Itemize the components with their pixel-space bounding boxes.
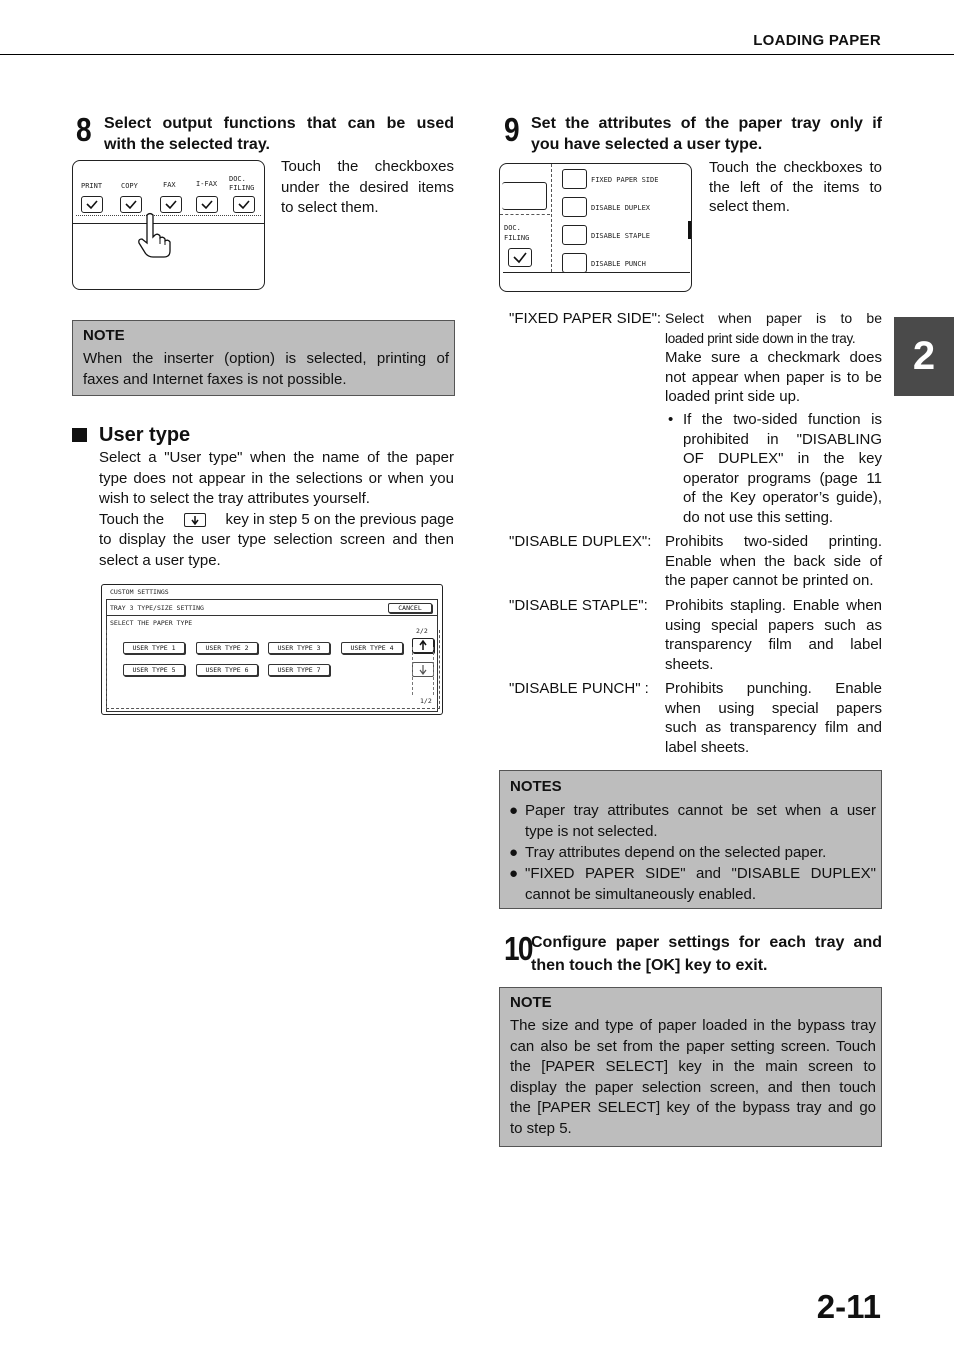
disable-punch-checkbox[interactable] [562,253,587,273]
body-line: Select a "User type" when the name of the paper [99,449,454,466]
body-line: to select them. [281,199,379,216]
page-indicator-bottom: 1/2 [420,697,432,705]
user-type-2-button[interactable]: USER TYPE 2 [196,642,258,654]
definition-line: Prohibits two-sided printing. [665,533,882,550]
doc-filing-label-2: FILING [504,234,530,242]
screen-divider [551,164,552,272]
body-line: wish to select the tray attributes yourself. [99,490,370,507]
disable-staple-definition [665,596,882,674]
step-8-title [104,113,454,155]
body-line: Touch the checkboxes to [709,159,882,176]
print-label: PRINT [81,182,103,190]
notes-item [509,842,876,863]
definition-line: such as transparency film and [665,719,882,736]
body-text: key in step 5 on the previous page [225,510,454,528]
note-line: faxes and Internet faxes is not possible. [83,370,347,388]
user-type-4-button[interactable]: USER TYPE 4 [341,642,403,654]
disable-staple-label: DISABLE STAPLE [591,232,651,240]
ifax-label: I-FAX [196,180,218,188]
disable-punch-term: "DISABLE PUNCH" : [509,680,649,697]
bullet-icon: • [668,411,674,428]
note-line: the [PAPER SELECT] key in the main screen to [510,1058,876,1075]
definition-line: operator programs (page 11 [683,469,882,487]
notes-item [509,800,876,842]
notes-item-text [525,800,876,842]
disable-duplex-definition [665,532,882,591]
notes-title: NOTES [510,778,562,795]
definition-line: label sheets. [665,738,750,756]
bullet-text [683,410,882,527]
notes-line: Paper tray attributes cannot be set when a user [525,802,876,819]
doc-filing-label-2: FILING [229,184,255,192]
body-text: Touch the [99,510,165,528]
pointing-hand-icon [133,211,183,266]
user-type-6-button[interactable]: USER TYPE 6 [196,664,258,676]
body-line: the left of the items to [709,178,882,196]
step-10-number: 10 [504,930,532,967]
definition-line: using special papers such as [665,616,882,634]
notes-box [499,770,882,909]
doc-filing-label-1: DOC. [504,224,521,232]
user-type-body [99,448,454,571]
doc-filing-label-1: DOC. [229,175,246,183]
body-line: to display the user type selection screen and then [99,531,454,548]
note-line: display the paper selection screen, and then touch [510,1078,876,1096]
output-functions-screen [72,160,265,290]
bullet-icon: ● [509,844,519,861]
definition-line: Make sure a checkmark does [665,349,882,366]
copy-label: COPY [121,182,138,190]
definition-line: when using special papers [665,699,882,717]
print-checkbox[interactable] [81,196,103,213]
note-title: NOTE [510,994,552,1011]
body-line: Touch the checkboxes [281,158,454,175]
disable-punch-label: DISABLE PUNCH [591,260,646,268]
step-9-title-line: Set the attributes of the paper tray only if [531,115,882,132]
scrollbar-track [412,647,434,695]
tray-attributes-screen [499,163,692,292]
down-arrow-key-icon [184,513,206,527]
disable-staple-checkbox[interactable] [562,225,587,245]
note-title: NOTE [83,327,125,344]
disable-duplex-label: DISABLE DUPLEX [591,204,651,212]
bullet-item [668,410,882,527]
body-line: under the desired items [281,178,454,196]
note-line: can also be set from the paper setting screen. Touch [510,1037,876,1055]
doc-filing-checkbox[interactable] [233,196,255,213]
body-line: select a user type. [99,551,221,569]
bullet-icon: ● [509,865,519,882]
step-9-title [531,113,882,155]
screen-divider [500,214,550,215]
note-box-bypass [499,987,882,1147]
select-paper-type-bar: SELECT THE PAPER TYPE [110,619,193,627]
cancel-button[interactable]: CANCEL [388,603,432,613]
definition-line: of the Key operator’s guide), [683,489,882,506]
disable-duplex-term: "DISABLE DUPLEX": [509,533,652,550]
body-line: type does not appear in the selections or when you [99,469,454,487]
fixed-paper-side-bullet [668,410,882,527]
definition-line: Prohibits punching. Enable [665,680,882,697]
definition-line: not appear when paper is to be [665,368,882,386]
note-box [72,320,455,396]
disable-staple-term: "DISABLE STAPLE": [509,597,648,614]
definition-line: sheets. [665,655,714,673]
definition-line: prohibited in "DISABLING [683,430,882,448]
disable-duplex-checkbox[interactable] [562,197,587,217]
header-title: LOADING PAPER [753,32,881,49]
fixed-paper-side-label: FIXED PAPER SIDE [591,176,659,184]
notes-item [509,863,876,905]
definition-line: Enable when the back side of [665,552,882,570]
user-type-screen [101,584,443,715]
user-type-5-button[interactable]: USER TYPE 5 [123,664,185,676]
page-number: 2-11 [816,1288,881,1325]
note-line: to step 5. [510,1119,572,1137]
fax-label: FAX [163,181,176,189]
step-10-title-line: Configure paper settings for each tray and [531,934,882,951]
note-body [510,1016,876,1139]
step-8-title-line: Select output functions that can be used [104,115,454,132]
screen-panel [502,182,547,210]
disable-punch-definition [665,679,882,757]
definition-line: loaded print side down in the tray. [665,330,856,346]
fixed-paper-side-definition [665,309,882,407]
notes-list [509,800,876,905]
definition-line: transparency film and label [665,636,882,653]
screen-divider [106,615,438,616]
user-type-1-button[interactable]: USER TYPE 1 [123,642,185,654]
notes-item-text: Tray attributes depend on the selected paper. [525,844,827,861]
user-type-heading: User type [99,424,191,446]
tray-setting-bar: TRAY 3 TYPE/SIZE SETTING [110,604,204,612]
step-8-number: 8 [76,111,92,148]
body-line [99,510,454,531]
note-line: The size and type of paper loaded in the bypass tray [510,1017,876,1034]
ifax-checkbox[interactable] [196,196,218,213]
header-rule [0,54,954,55]
custom-settings-bar: CUSTOM SETTINGS [110,588,169,596]
definition-line: loaded print side up. [665,388,801,405]
note-line: When the inserter (option) is selected, printing of [83,350,449,367]
definition-line: Select when paper is to be [665,310,882,326]
notes-item-text [525,863,876,905]
definition-line: the paper cannot be printed on. [665,572,874,589]
notes-line: cannot be simultaneously enabled. [525,886,756,903]
fixed-paper-side-term: "FIXED PAPER SIDE": [509,310,662,327]
note-body [83,349,449,390]
bullet-icon: ● [509,802,519,819]
definition-line: If the two-sided function is [683,411,882,428]
scroll-indicator [688,221,691,239]
step-8-body [281,157,454,219]
section-square-icon [72,428,87,442]
user-type-3-button[interactable]: USER TYPE 3 [268,642,330,654]
step-9-body [709,158,882,217]
step-9-title-line: you have selected a user type. [531,136,763,153]
fixed-paper-side-checkbox[interactable] [562,169,587,189]
doc-filing-checkbox[interactable] [508,248,532,267]
notes-line: type is not selected. [525,823,658,840]
user-type-7-button[interactable]: USER TYPE 7 [268,664,330,676]
step-10-title [531,931,882,977]
page-indicator-top: 2/2 [416,627,428,635]
step-8-title-line: with the selected tray. [104,136,270,153]
notes-line: "FIXED PAPER SIDE" and "DISABLE DUPLEX" [525,865,876,882]
body-line: select them. [709,198,790,215]
note-line: the [PAPER SELECT] key of the bypass tray and go [510,1099,876,1116]
chapter-tab: 2 [894,317,954,396]
step-10-title-line: then touch the [OK] key to exit. [531,957,768,974]
definition-line: OF DUPLEX" in the key [683,450,882,467]
screen-divider [503,272,690,273]
definition-line: do not use this setting. [683,508,834,526]
definition-line: Prohibits stapling. Enable when [665,597,882,614]
step-9-number: 9 [504,111,520,148]
